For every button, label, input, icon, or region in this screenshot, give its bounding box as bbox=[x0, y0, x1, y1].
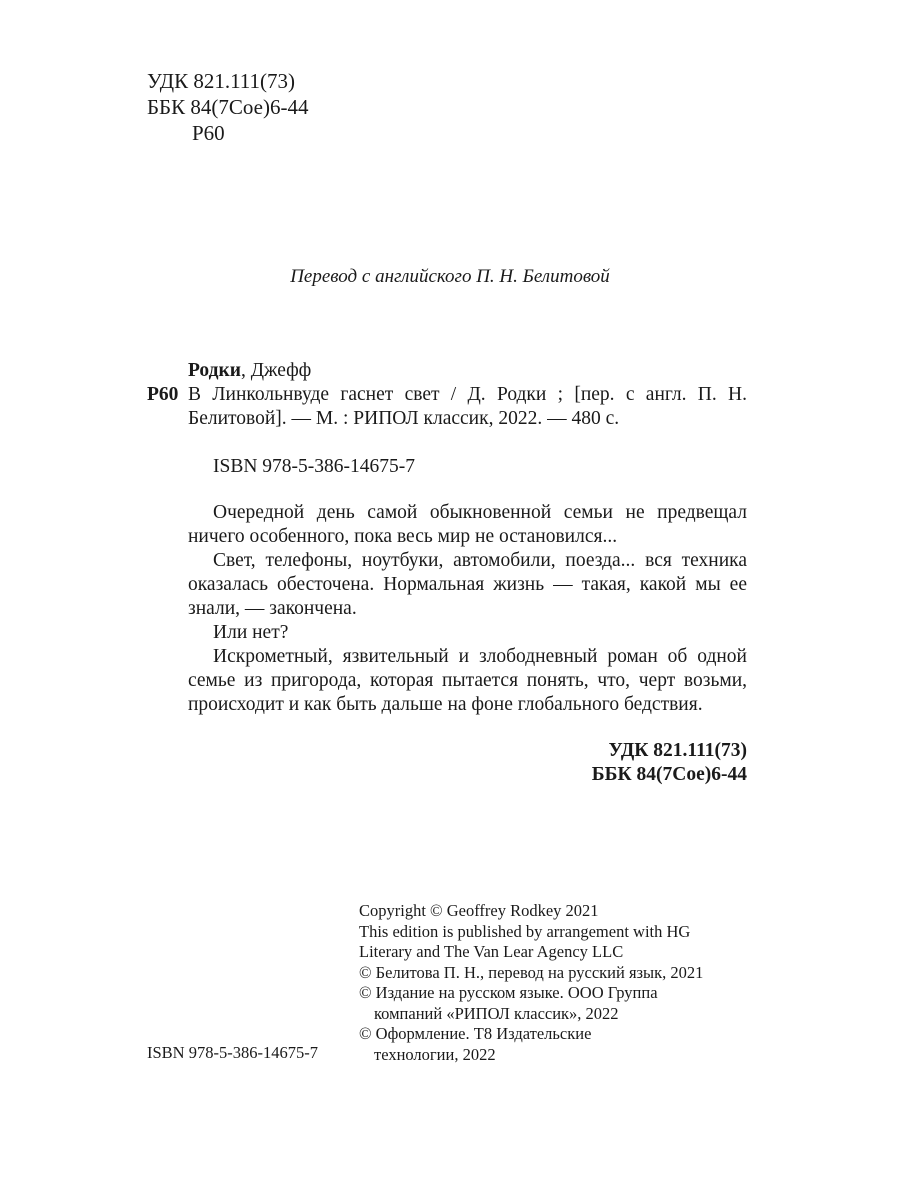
catalog-isbn: ISBN 978-5-386-14675-7 bbox=[213, 456, 416, 477]
copyright-block bbox=[359, 901, 754, 1065]
isbn-bottom: ISBN 978-5-386-14675-7 bbox=[147, 1043, 318, 1062]
annotation-paragraph: Или нет? bbox=[213, 622, 289, 643]
header-author-mark: Р60 bbox=[192, 121, 225, 145]
copyright-line: This edition is published by arrangement with HG bbox=[359, 921, 691, 941]
copyright-line: © Белитова П. Н., перевод на русский язык, 2021 bbox=[359, 962, 704, 982]
copyright-line: технологии, 2022 bbox=[374, 1044, 496, 1064]
translator-note: Перевод с английского П. Н. Белитовой bbox=[290, 266, 610, 287]
copyright-line: © Оформление. Т8 Издательские bbox=[359, 1024, 592, 1043]
annotation-paragraph: Свет, телефоны, ноутбуки, автомобили, поезда... вся техника оказалась обесточена. Нормальная жизнь — такая, какой мы ее знали, — закончена. bbox=[188, 550, 747, 619]
bibliographic-entry: В Линкольнвуде гаснет свет / Д. Родки ; [пер. с англ. П. Н. Белитовой]. — М. : РИПОЛ классик, 2022. — 480 с. bbox=[188, 384, 747, 429]
header-classification-block bbox=[147, 68, 308, 146]
catalog-card bbox=[147, 359, 747, 717]
classification-udk: УДК 821.111(73) bbox=[608, 740, 747, 761]
catalog-entry bbox=[147, 383, 747, 431]
author-given-name: , Джефф bbox=[240, 360, 312, 381]
copyright-line: © Издание на русском языке. ООО Группа bbox=[359, 983, 658, 1002]
classification-bbk: ББК 84(7Сое)6-44 bbox=[591, 764, 747, 785]
classification-block bbox=[592, 739, 747, 787]
header-udk: УДК 821.111(73) bbox=[147, 69, 296, 93]
annotation bbox=[147, 501, 747, 717]
annotation-paragraph: Очередной день самой обыкновенной семьи не предвещал ничего особенного, пока весь мир не остановился... bbox=[188, 502, 747, 547]
copyright-line: Copyright © Geoffrey Rodkey 2021 bbox=[359, 901, 599, 920]
catalog-author-mark: Р60 bbox=[147, 384, 179, 405]
catalog-author bbox=[147, 359, 747, 383]
copyright-line: Literary and The Van Lear Agency LLC bbox=[359, 942, 624, 961]
copyright-line: компаний «РИПОЛ классик», 2022 bbox=[374, 1003, 619, 1023]
annotation-paragraph: Искрометный, язвительный и злободневный роман об одной семье из пригорода, которая пытается понять, что, черт возьми, происходит и как быть дальше на фоне глобального бедствия. bbox=[188, 646, 747, 715]
author-surname: Родки bbox=[188, 360, 241, 381]
header-bbk: ББК 84(7Сое)6-44 bbox=[147, 95, 309, 119]
